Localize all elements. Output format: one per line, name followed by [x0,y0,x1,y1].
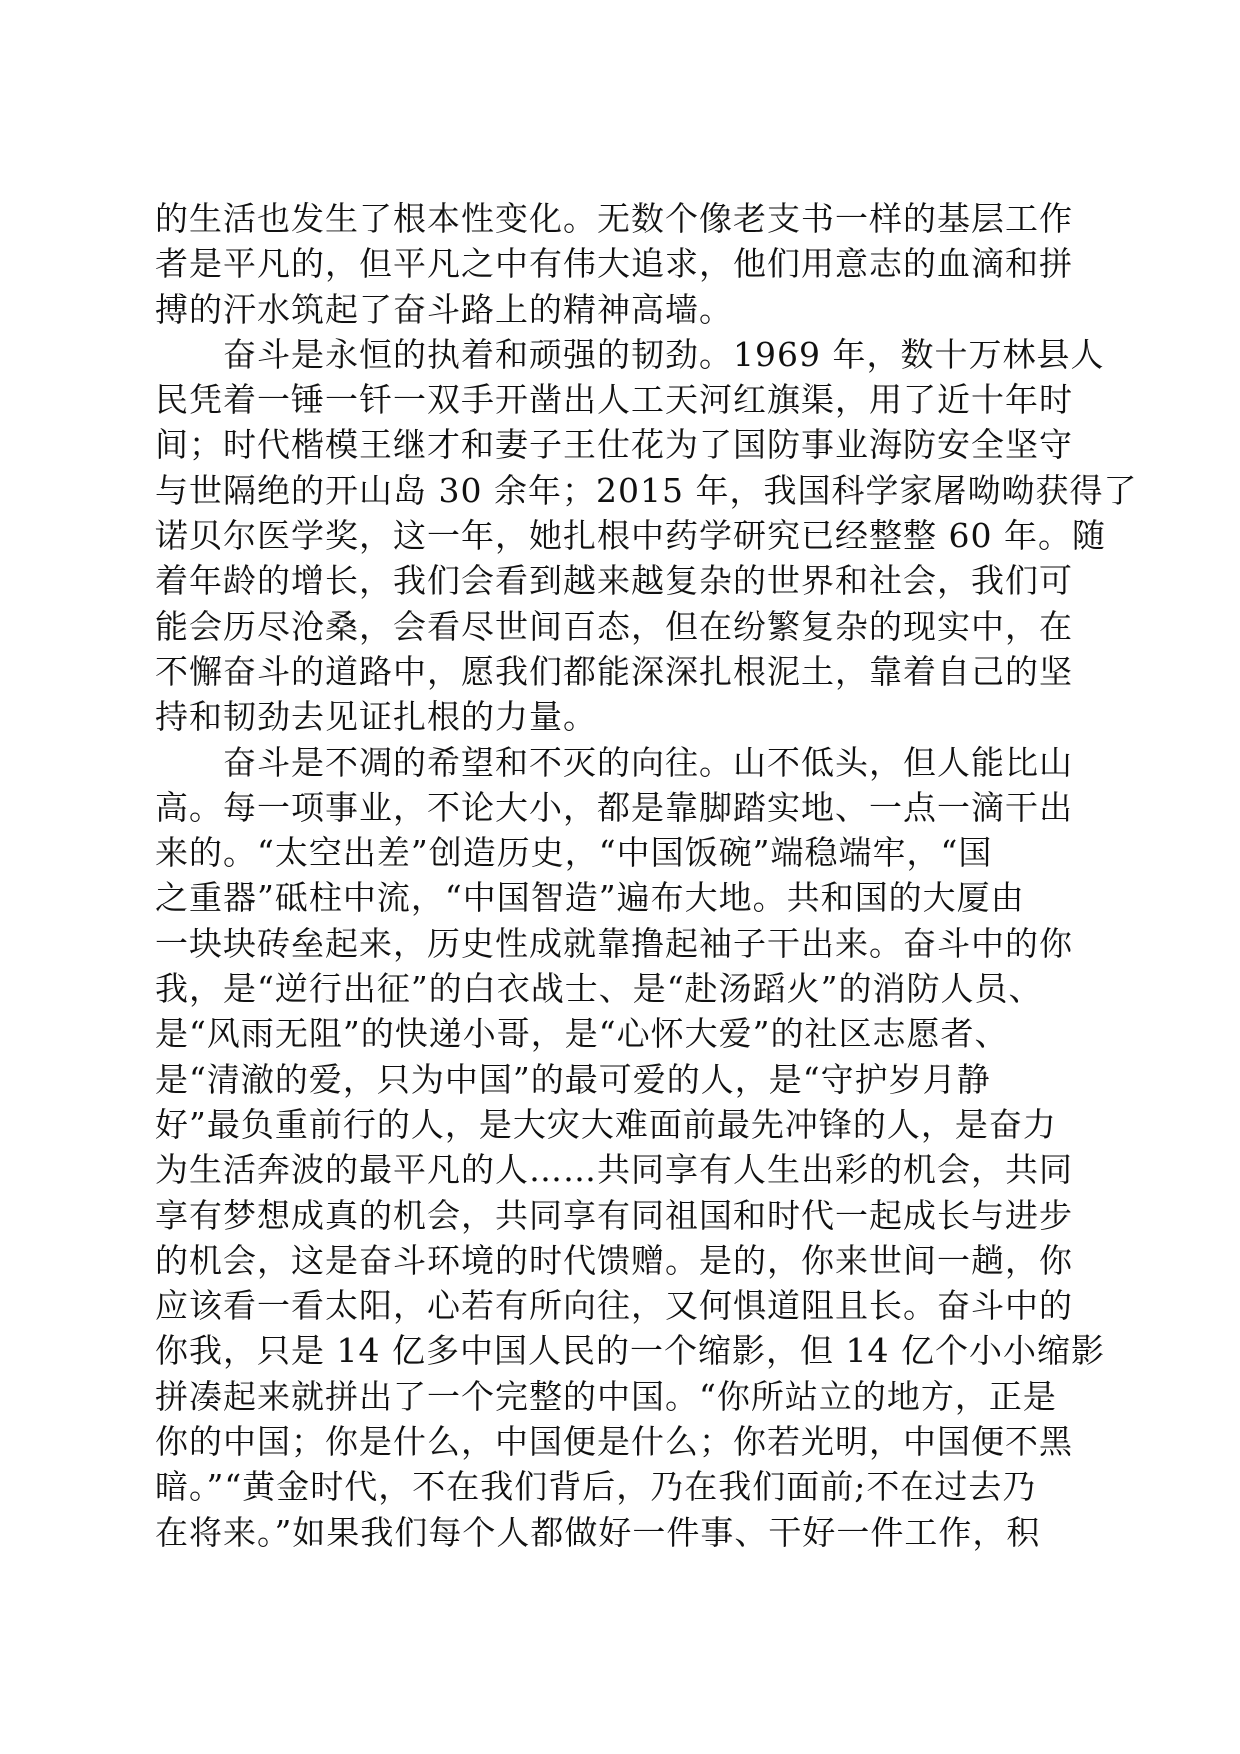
text-line: 应该看一看太阳，心若有所向往，又何惧道阻且长。奋斗中的 [155,1286,1073,1326]
text-line: 你的中国；你是什么，中国便是什么；你若光明，中国便不黑 [155,1422,1073,1462]
text-line: 之重器”砥柱中流，“中国智造”遍布大地。共和国的大厦由 [155,878,1025,918]
text-line: 不懈奋斗的道路中，愿我们都能深深扎根泥土，靠着自己的坚 [155,651,1073,691]
text-line: 好”最负重前行的人，是大灾大难面前最先冲锋的人，是奋力 [155,1104,1057,1144]
text-line: 诺贝尔医学奖，这一年，她扎根中药学研究已经整整 60 年。随 [155,516,1106,556]
text-line: 你我，只是 14 亿多中国人民的一个缩影，但 14 亿个小小缩影 [155,1331,1105,1371]
text-line: 是“风雨无阻”的快递小哥，是“心怀大爱”的社区志愿者、 [155,1014,1009,1054]
text-line: 高。每一项事业，不论大小，都是靠脚踏实地、一点一滴干出 [155,787,1073,827]
text-line: 拼凑起来就拼出了一个完整的中国。“你所站立的地方，正是 [155,1376,1057,1416]
text-line: 与世隔绝的开山岛 30 余年；2015 年，我国科学家屠呦呦获得了 [155,470,1138,510]
text-line: 暗。”“黄金时代，不在我们背后，乃在我们面前;不在过去乃 [155,1467,1037,1507]
text-line: 搏的汗水筑起了奋斗路上的精神高墙。 [155,289,733,329]
text-line: 民凭着一锤一钎一双手开凿出人工天河红旗渠，用了近十年时 [155,380,1073,420]
text-line: 者是平凡的，但平凡之中有伟大追求，他们用意志的血滴和拼 [155,244,1073,284]
text-line: 享有梦想成真的机会，共同享有同祖国和时代一起成长与进步 [155,1195,1073,1235]
text-line: 一块块砖垒起来，历史性成就靠撸起袖子干出来。奋斗中的你 [155,923,1073,963]
text-line: 着年龄的增长，我们会看到越来越复杂的世界和社会，我们可 [155,561,1073,601]
text-line: 是“清澈的爱，只为中国”的最可爱的人，是“守护岁月静 [155,1059,991,1099]
text-line: 奋斗是永恒的执着和顽强的韧劲。1969 年，数十万林县人 [155,334,1105,374]
text-line: 来的。“太空出差”创造历史，“中国饭碗”端稳端牢，“国 [155,833,993,873]
text-line: 为生活奔波的最平凡的人……共同享有人生出彩的机会，共同 [155,1150,1073,1190]
text-line: 奋斗是不凋的希望和不灭的向往。山不低头，但人能比山 [155,742,1073,782]
text-line: 间；时代楷模王继才和妻子王仕花为了国防事业海防安全坚守 [155,425,1073,465]
text-line: 能会历尽沧桑，会看尽世间百态，但在纷繁复杂的现实中，在 [155,606,1073,646]
text-line: 的生活也发生了根本性变化。无数个像老支书一样的基层工作 [155,199,1073,238]
text-line: 的机会，这是奋斗环境的时代馈赠。是的，你来世间一趟，你 [155,1240,1073,1280]
body-text [155,196,1138,1555]
text-line: 持和韧劲去见证扎根的力量。 [155,697,597,737]
text-line: 在将来。”如果我们每个人都做好一件事、干好一件工作，积 [155,1512,1041,1552]
text-line: 我，是“逆行出征”的白衣战士、是“赴汤蹈火”的消防人员、 [155,969,1043,1009]
